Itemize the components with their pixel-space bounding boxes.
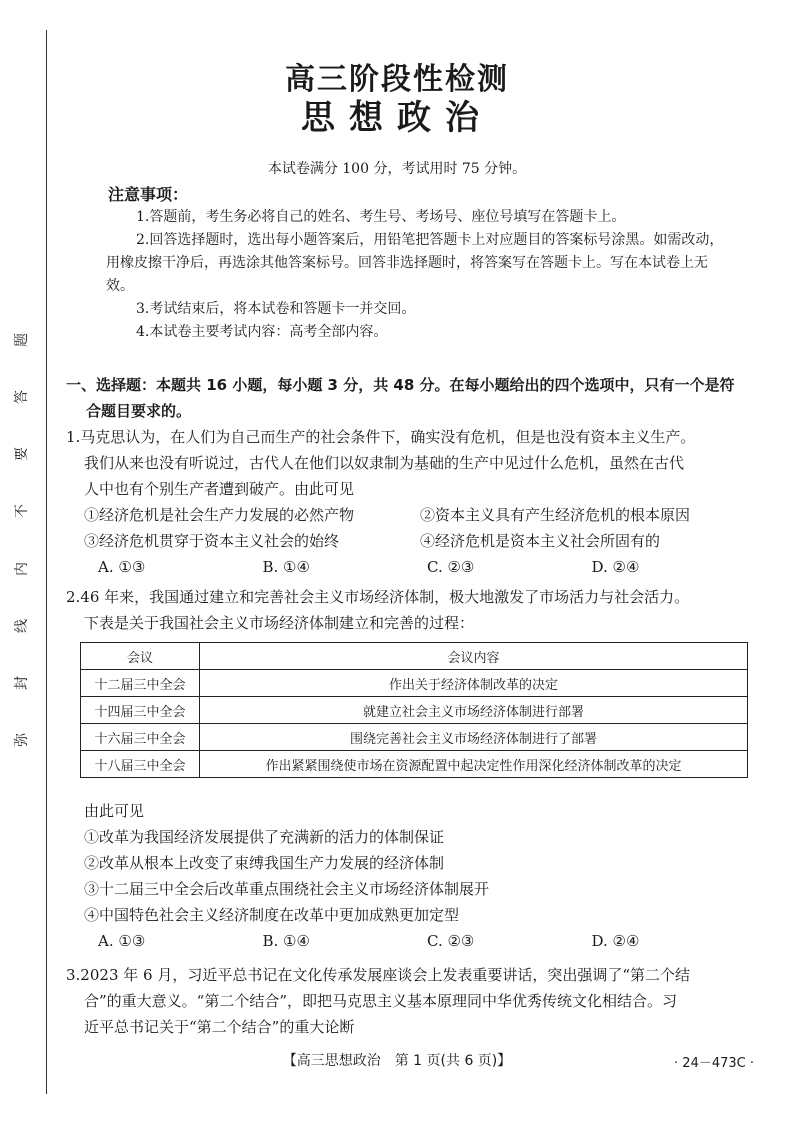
- option-d: D. ②④: [591, 932, 640, 950]
- notice-item: 1.答题前，考生务必将自己的姓名、考生号、考场号、座位号填写在答题卡上。: [136, 209, 626, 225]
- answer-options: [66, 928, 756, 954]
- option-b: B. ①④: [262, 932, 310, 950]
- binding-margin-text: [8, 330, 34, 750]
- question-stem-line: 合”的重大意义。“第二个结合”，即把马克思主义基本原理同中华优秀传统文化相结合。习: [84, 992, 678, 1010]
- exam-title: 高三阶段性检测: [285, 62, 509, 97]
- question-stem-line: 下表是关于我国社会主义市场经济体制建立和完善的过程：: [84, 614, 475, 632]
- statement: ③十二届三中全会后改革重点围绕社会主义市场经济体制展开: [84, 880, 490, 898]
- margin-char: 题: [14, 333, 30, 347]
- option-b: B. ①④: [262, 558, 310, 576]
- statement-row: [66, 502, 756, 528]
- notice-item: 2.回答选择题时，选出每小题答案后，用铅笔把答题卡上对应题目的答案标号涂黑。如需改动，用橡皮擦干净后，再选涂其他答案标号。回答非选择题时，将答案写在答题卡上。写在本试卷上无效。: [106, 232, 724, 294]
- table-cell: 就建立社会主义市场经济体制进行部署: [200, 697, 748, 724]
- table-header-row: [81, 643, 748, 670]
- statement: ③经济危机贯穿于资本主义社会的始终: [84, 532, 340, 550]
- section-heading: [66, 372, 756, 424]
- statement-row: [66, 528, 756, 554]
- margin-char: 不: [14, 504, 30, 519]
- table-header: 会议: [81, 643, 200, 670]
- table-cell: 十四届三中全会: [81, 697, 200, 724]
- option-c: C. ②③: [427, 932, 475, 950]
- statement: ④经济危机是资本主义社会所固有的: [420, 532, 661, 550]
- notice-item: 4.本试卷主要考试内容：高考全部内容。: [136, 324, 388, 340]
- margin-char: 弥: [14, 732, 30, 747]
- subject-title: 思想政治: [301, 98, 493, 138]
- question-stem-line: 3.2023 年 6 月，习近平总书记在文化传承发展座谈会上发表重要讲话，突出强调了“第二个结: [66, 966, 691, 984]
- page-footer: 【高三思想政治 第 1 页(共 6 页)】: [282, 1053, 512, 1069]
- question-3: [66, 962, 756, 1040]
- question-stem-line: 人中也有个别生产者遭到破产。由此可见: [84, 480, 355, 498]
- table-row: [81, 751, 748, 778]
- question-1: [66, 424, 756, 580]
- margin-char: 答: [14, 390, 30, 405]
- answer-options: [66, 554, 756, 580]
- notice-item: 3.考试结束后，将本试卷和答题卡一并交回。: [136, 301, 416, 317]
- option-c: C. ②③: [427, 558, 475, 576]
- section-line: 合题目要求的。: [86, 402, 192, 420]
- table-row: [81, 724, 748, 751]
- table-cell: 作出关于经济体制改革的决定: [200, 670, 748, 697]
- margin-char: 要: [14, 447, 30, 462]
- question-2-continued: [66, 798, 756, 954]
- question-stem-line: 1.马克思认为，在人们为自己而生产的社会条件下，确实没有危机，但是也没有资本主义生产。: [66, 428, 696, 446]
- meeting-table: [80, 642, 748, 778]
- table-cell: 围绕完善社会主义市场经济体制进行了部署: [200, 724, 748, 751]
- table-cell: 十八届三中全会: [81, 751, 200, 778]
- table-header: 会议内容: [200, 643, 748, 670]
- statement: ④中国特色社会主义经济制度在改革中更加成熟更加定型: [84, 906, 460, 924]
- exam-intro: 本试卷满分 100 分，考试用时 75 分钟。: [267, 161, 527, 177]
- statement: ①经济危机是社会生产力发展的必然产物: [84, 506, 355, 524]
- question-stem-line: 我们从来也没有听说过，古代人在他们以奴隶制为基础的生产中见过什么危机，虽然在古代: [84, 454, 685, 472]
- notice-list: [106, 206, 726, 344]
- notice-heading: 注意事项：: [108, 185, 189, 204]
- question-2: [66, 584, 756, 636]
- statement: ②改革从根本上改变了束缚我国生产力发展的经济体制: [84, 854, 445, 872]
- table-row: [81, 697, 748, 724]
- margin-char: 内: [14, 561, 30, 576]
- section-line: 一、选择题：本题共 16 小题，每小题 3 分，共 48 分。在每小题给出的四个选项中，只有一个是符: [66, 376, 735, 394]
- question-stem-line: 2.46 年来，我国通过建立和完善社会主义市场经济体制，极大地激发了市场活力与社会活力。: [66, 588, 690, 606]
- table-cell: 十六届三中全会: [81, 724, 200, 751]
- binding-line: [46, 30, 47, 1094]
- statement: ①改革为我国经济发展提供了充满新的活力的体制保证: [84, 828, 445, 846]
- exam-code: · 24－473C ·: [674, 1056, 754, 1071]
- option-a: A. ①③: [98, 932, 146, 950]
- option-d: D. ②④: [591, 558, 640, 576]
- question-lead: 由此可见: [84, 802, 145, 820]
- table-row: [81, 670, 748, 697]
- statement: ②资本主义具有产生经济危机的根本原因: [420, 506, 691, 524]
- table-cell: 作出紧紧围绕使市场在资源配置中起决定性作用深化经济体制改革的决定: [200, 751, 748, 778]
- option-a: A. ①③: [98, 558, 146, 576]
- question-stem-line: 近平总书记关于“第二个结合”的重大论断: [84, 1018, 355, 1036]
- table-cell: 十二届三中全会: [81, 670, 200, 697]
- margin-char: 封: [14, 675, 30, 690]
- margin-char: 线: [14, 618, 30, 633]
